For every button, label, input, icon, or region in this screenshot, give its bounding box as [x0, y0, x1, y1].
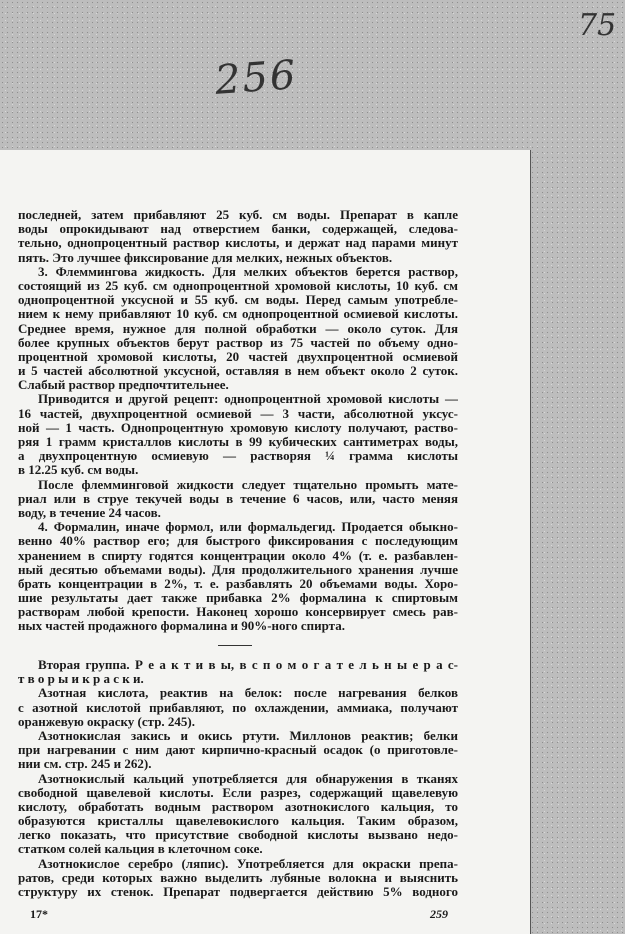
text-line: кислоту, обработать водным раствором азотнокислого кальция, то [18, 799, 458, 814]
page-number: 259 [430, 907, 448, 921]
text-line: Слабый раствор предпочтительнее. [18, 378, 229, 393]
handwritten-corner-mark: 75 [578, 8, 617, 43]
text-line: с азотной кислотой прибавляют, по охлаждении, аммиака, получают [18, 700, 458, 715]
text-line: 3. Флеммингова жидкость. Для мелких объектов берется раствор, [38, 264, 458, 279]
text-line: Азотнокислое серебро (ляпис). Употребляется для окраски препа- [38, 856, 458, 871]
text-line: статком солей кальция в клеточном соке. [18, 842, 263, 857]
section-divider [218, 645, 252, 646]
text-line: структуру их стенок. Препарат подвергается действию 5% водного [18, 885, 458, 899]
text-line: 16 частей, двухпроцентной осмиевой — 3 части, абсолютной уксус- [18, 406, 458, 421]
text-line: т в о р ы и к р а с к и. [18, 672, 144, 687]
text-line: оранжевую окраску (стр. 245). [18, 714, 196, 729]
text-line: состоящий из 25 куб. см однопроцентной хромовой кислоты, 10 куб. см [18, 278, 458, 293]
text-line: свободной щавелевой кислоты. Если разрез, содержащий щавелевую [18, 785, 458, 800]
text-line: легко показать, что присутствие свободной кислоты вызвано недо- [18, 828, 458, 843]
section-fixatives [18, 208, 458, 634]
handwritten-page-mark: 256 [213, 52, 299, 104]
text-line: Азотная кислота, реактив на белок: после нагревания белков [38, 686, 458, 701]
text-line: венно 40% раствор его; для быстрого фиксирования с последующим [18, 534, 458, 549]
text-line: тельно, однопроцентный раствор кислоты, и держат над парами минут [18, 236, 458, 251]
text-line: пять. Это лучшее фиксирование для мелких, нежных объектов. [18, 250, 393, 265]
text-line: ных частей продажного формалина и 90%-ного спирта. [18, 619, 345, 634]
text-line: риал или в струе текучей воды в течение 6 часов, или, часто меняя [18, 491, 458, 506]
text-line: нием к нему прибавляют 10 куб. см однопроцентной осмиевой кислоты. [18, 307, 458, 322]
text-line: Приводится и другой рецепт: однопроцентной хромовой кислоты — [38, 392, 458, 407]
text-line: при нагревании с ним дают кирпично-красный осадок (о приготовле- [18, 743, 458, 758]
text-line: нии см. стр. 245 и 262). [18, 757, 152, 772]
signature-mark: 17* [30, 907, 48, 921]
text-line: шие результаты дает также прибавка 2% формалина к спиртовым [18, 591, 458, 606]
text-line: а двухпроцентную осмиевую — растворяя ¼ грамма кислоты [18, 449, 458, 464]
text-line: хранением в спирту годятся концентрации около 4% (т. е. разбавлен- [18, 548, 458, 563]
text-line: брать концентрации в 2%, т. е. разбавлять 20 объемами воды. Хоро- [18, 576, 458, 591]
text-line: После флемминговой жидкости следует тщательно промыть мате- [38, 477, 458, 492]
text-line: ратов, среди которых важно выделить лубяные волокна и выяснить [18, 870, 458, 885]
text-line: однопроцентной уксусной и 55 куб. см воды. Перед самым употребле- [18, 293, 458, 308]
text-line: воду, в течение 24 часов. [18, 505, 161, 520]
text-line: 4. Формалин, иначе формол, или формальдегид. Продается обыкно- [38, 520, 458, 535]
text-line: ряя 1 грамм кристаллов кислоты в 99 кубических сантиметрах воды, [18, 435, 458, 449]
section-reagents [18, 658, 458, 899]
text-line: Среднее время, нужное для полной обработки — около суток. Для [18, 321, 458, 336]
text-line: растворам любой крепости. Наконец хорошо консервирует смесь рав- [18, 605, 458, 620]
text-line: ный десятью объемами воды). Для продолжительного хранения лучше [18, 562, 458, 577]
text-line: воды опрокидывают над отверстием банки, содержащей, следова- [18, 222, 458, 237]
text-line: Азотнокислый кальций употребляется для обнаружения в тканях [38, 771, 458, 786]
text-line: процентной хромовой кислоты, 20 частей двухпроцентной осмиевой [18, 349, 458, 364]
text-line: последней, затем прибавляют 25 куб. см воды. Препарат в капле [18, 208, 458, 222]
text-line: Вторая группа. Р е а к т и в ы, в с п о м о г а т е л ь н ы е р а с- [38, 658, 458, 672]
text-line: ной — 1 часть. Однопроцентную хромовую кислоту получают, раство- [18, 420, 458, 435]
text-line: более крупных объектов берут раствор из 75 частей по объему одно- [18, 335, 458, 350]
text-line: и 5 частей абсолютной уксусной, оставляя в нем объект около 2 суток. [18, 364, 458, 379]
text-line: образуются кристаллы щавелевокислого кальция. Таким образом, [18, 814, 458, 829]
text-line: в 12.25 куб. см воды. [18, 463, 139, 478]
text-line: Азотнокислая закись и окись ртути. Миллонов реактив; белки [38, 728, 458, 743]
